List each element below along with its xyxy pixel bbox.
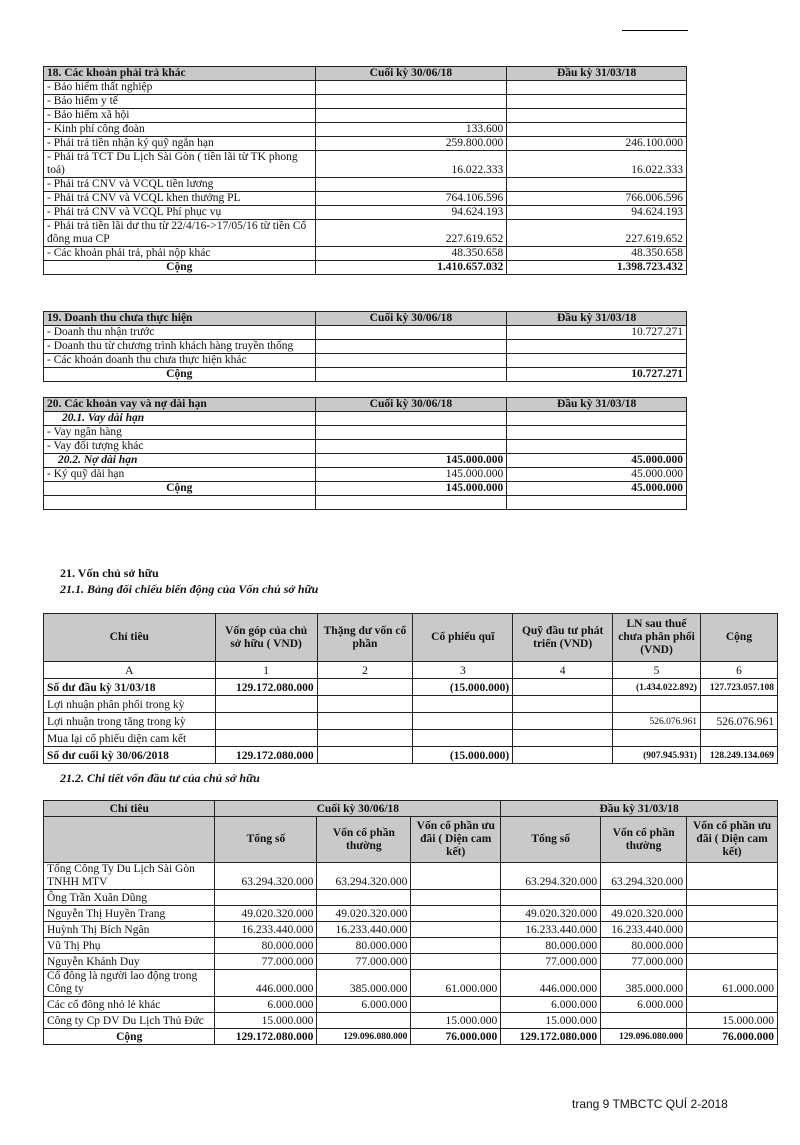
- row-label: Vũ Thị Phụ: [44, 938, 215, 954]
- table-row: [44, 730, 778, 747]
- col-header: LN sau thuế chưa phân phối (VND): [613, 614, 701, 662]
- cell-value: 77.000.000: [215, 954, 317, 970]
- row-label: - Phải trả TCT Du Lịch Sài Gòn ( tiền lãi từ TK phong toả): [44, 151, 316, 178]
- cell-value: [411, 938, 501, 954]
- total-label: Cộng: [44, 368, 316, 382]
- cell-value: (1.434.022.892): [613, 679, 701, 696]
- section-title-21: 21. Vốn chủ sở hữu: [60, 566, 159, 580]
- cell-value: 526.076.961: [613, 713, 701, 730]
- cell-value: [317, 747, 413, 764]
- row-label: - Bảo hiểm xã hội: [44, 109, 316, 123]
- cell-value: (15.000.000): [413, 747, 513, 764]
- cell-value: 48.350.658: [507, 247, 687, 261]
- cell-value: 128.249.134.069: [700, 747, 777, 764]
- cell-value: [507, 178, 687, 192]
- row-label: 20.2. Nợ dài hạn: [44, 454, 316, 468]
- col-index: A: [44, 662, 216, 679]
- col-header: Tổng số: [501, 817, 601, 863]
- row-label: Số dư đầu kỳ 31/03/18: [44, 679, 216, 696]
- cell-value: [315, 354, 507, 368]
- cell-value: 227.619.652: [507, 220, 687, 247]
- cell-value: [315, 340, 507, 354]
- cell-value: [315, 95, 507, 109]
- cell-value: [687, 997, 778, 1013]
- col-header: Vốn cổ phần thường: [601, 817, 687, 863]
- total-row: [44, 261, 687, 275]
- cell-value: [687, 863, 778, 890]
- table-row: [44, 151, 687, 178]
- cell-value: 77.000.000: [317, 954, 411, 970]
- cell-value: 49.020.320.000: [317, 906, 411, 922]
- col-header-end: Cuối kỳ 30/06/18: [315, 398, 507, 412]
- table-row: [44, 1013, 778, 1029]
- row-label: Công ty Cp DV Du Lịch Thủ Đức: [44, 1013, 215, 1029]
- table-row: [44, 679, 778, 696]
- cell-value: [413, 713, 513, 730]
- cell-value: [513, 679, 613, 696]
- cell-value: 127.723.057.108: [700, 679, 777, 696]
- table-row: [44, 970, 778, 997]
- cell-value: [700, 730, 777, 747]
- row-label: Số dư cuối kỳ 30/06/2018: [44, 747, 216, 764]
- table-title: 18. Các khoản phải trả khác: [44, 67, 316, 81]
- table-other-payables: [43, 66, 687, 275]
- table-row: [44, 747, 778, 764]
- row-label: - Phải trả CNV và VCQL tiền lương: [44, 178, 316, 192]
- cell-value: 16.233.440.000: [215, 922, 317, 938]
- row-label: - Phải trả CNV và VCQL Phí phục vụ: [44, 206, 316, 220]
- total-label: Cộng: [44, 1029, 215, 1045]
- row-label: - Doanh thu nhận trước: [44, 326, 316, 340]
- col-index: 4: [513, 662, 613, 679]
- row-label: - Phải trả tiền lãi dư thu từ 22/4/16->17/05/16 từ tiền Cổ đông mua CP: [44, 220, 316, 247]
- cell-value: [317, 696, 413, 713]
- cell-value: [507, 95, 687, 109]
- cell-value: [501, 890, 601, 906]
- total-value: [315, 368, 507, 382]
- table-row: [44, 922, 778, 938]
- cell-value: [411, 890, 501, 906]
- row-label: - Phải trả tiền nhận ký quỹ ngắn hạn: [44, 137, 316, 151]
- table-row: [44, 326, 687, 340]
- total-value: 1.410.657.032: [315, 261, 507, 275]
- page-footer: trang 9 TMBCTC QUÍ 2-2018: [572, 1097, 728, 1111]
- cell-value: 129.172.080.000: [215, 747, 317, 764]
- cell-value: 446.000.000: [501, 970, 601, 997]
- row-label: - Bảo hiểm thất nghiệp: [44, 81, 316, 95]
- cell-value: [411, 863, 501, 890]
- table-row: [44, 81, 687, 95]
- cell-value: 246.100.000: [507, 137, 687, 151]
- row-label: - Các khoản doanh thu chưa thực hiện khác: [44, 354, 316, 368]
- cell-value: 15.000.000: [215, 1013, 317, 1029]
- cell-value: 61.000.000: [687, 970, 778, 997]
- cell-value: [601, 890, 687, 906]
- col-header-start: Đầu kỳ 31/03/18: [501, 801, 778, 817]
- cell-value: [315, 81, 507, 95]
- cell-value: [513, 747, 613, 764]
- cell-value: [315, 109, 507, 123]
- cell-value: [613, 730, 701, 747]
- table-row: [44, 954, 778, 970]
- table-row: [44, 696, 778, 713]
- row-label: - Doanh thu từ chương trình khách hàng truyền thống: [44, 340, 316, 354]
- row-label: - Kinh phí công đoàn: [44, 123, 316, 137]
- table-row: [44, 354, 687, 368]
- row-label: - Ký quỹ dài hạn: [44, 468, 316, 482]
- cell-value: 6.000.000: [317, 997, 411, 1013]
- cell-value: 16.022.333: [507, 151, 687, 178]
- cell-value: [413, 730, 513, 747]
- table-row: [44, 123, 687, 137]
- cell-value: 80.000.000: [317, 938, 411, 954]
- cell-value: [215, 696, 317, 713]
- col-index: 2: [317, 662, 413, 679]
- total-value: 129.172.080.000: [215, 1029, 317, 1045]
- row-label: Huỳnh Thị Bích Ngân: [44, 922, 215, 938]
- cell-value: 385.000.000: [601, 970, 687, 997]
- table-row: [44, 192, 687, 206]
- table-row: [44, 340, 687, 354]
- total-value: 145.000.000: [315, 482, 507, 496]
- cell-value: 80.000.000: [501, 938, 601, 954]
- table-row: [44, 206, 687, 220]
- cell-value: 63.294.320.000: [317, 863, 411, 890]
- row-label: Lợi nhuận phân phối trong kỳ: [44, 696, 216, 713]
- col-header: Vốn góp của chủ sở hữu ( VND): [215, 614, 317, 662]
- row-label: - Vay đối tượng khác: [44, 440, 316, 454]
- col-header: Quỹ đầu tư phát triển (VND): [513, 614, 613, 662]
- cell-value: 63.294.320.000: [501, 863, 601, 890]
- table-row: [44, 137, 687, 151]
- cell-value: 16.233.440.000: [317, 922, 411, 938]
- total-value: 129.096.080.000: [317, 1029, 411, 1045]
- cell-value: 15.000.000: [411, 1013, 501, 1029]
- table-unearned-revenue: [43, 311, 687, 382]
- cell-value: 80.000.000: [215, 938, 317, 954]
- col-header-start: Đầu kỳ 31/03/18: [507, 312, 687, 326]
- row-label: Ông Trần Xuân Dũng: [44, 890, 215, 906]
- cell-value: 94.624.193: [507, 206, 687, 220]
- cell-value: 145.000.000: [315, 454, 507, 468]
- row-label: - Các khoản phải trả, phải nộp khác: [44, 247, 316, 261]
- col-header-start: Đầu kỳ 31/03/18: [507, 398, 687, 412]
- table-row: [44, 95, 687, 109]
- cell-value: [687, 922, 778, 938]
- cell-value: 80.000.000: [601, 938, 687, 954]
- row-label: - Phải trả CNV và VCQL khen thưởng PL: [44, 192, 316, 206]
- table-row: [44, 109, 687, 123]
- table-title: 19. Doanh thu chưa thực hiện: [44, 312, 316, 326]
- row-label: 20.1. Vay dài hạn: [44, 412, 316, 426]
- row-label: - Vay ngân hàng: [44, 426, 316, 440]
- row-label: Nguyễn Thị Huyền Trang: [44, 906, 215, 922]
- cell-value: [700, 696, 777, 713]
- section-subtitle-21-1: 21.1. Bảng đối chiếu biến động của Vốn chủ sở hữu: [60, 582, 319, 596]
- table-owner-capital-details: [43, 800, 778, 1045]
- table-row: [44, 247, 687, 261]
- cell-value: 63.294.320.000: [601, 863, 687, 890]
- cell-value: 385.000.000: [317, 970, 411, 997]
- total-value: 76.000.000: [411, 1029, 501, 1045]
- table-row: [44, 906, 778, 922]
- col-header-start: Đầu kỳ 31/03/18: [507, 67, 687, 81]
- cell-value: [215, 890, 317, 906]
- cell-value: [687, 938, 778, 954]
- total-value: 129.172.080.000: [501, 1029, 601, 1045]
- total-value: 45.000.000: [507, 482, 687, 496]
- total-value: 76.000.000: [687, 1029, 778, 1045]
- cell-value: [315, 178, 507, 192]
- total-value: 10.727.271: [507, 368, 687, 382]
- col-index: 6: [700, 662, 777, 679]
- cell-value: [513, 696, 613, 713]
- cell-value: 526.076.961: [700, 713, 777, 730]
- cell-value: [317, 1013, 411, 1029]
- cell-value: [507, 81, 687, 95]
- cell-value: 6.000.000: [215, 997, 317, 1013]
- table-long-term-loans: [43, 397, 687, 510]
- col-index: 1: [215, 662, 317, 679]
- row-label: Lợi nhuận trong tăng trong kỳ: [44, 713, 216, 730]
- cell-value: [317, 890, 411, 906]
- col-header: Vốn cổ phần ưu đãi ( Diện cam kết): [687, 817, 778, 863]
- cell-value: 49.020.320.000: [215, 906, 317, 922]
- cell-value: [601, 1013, 687, 1029]
- cell-value: 129.172.080.000: [215, 679, 317, 696]
- cell-value: [215, 713, 317, 730]
- table-row: [44, 863, 778, 890]
- cell-value: [411, 906, 501, 922]
- cell-value: 63.294.320.000: [215, 863, 317, 890]
- table-row: [44, 713, 778, 730]
- cell-value: 48.350.658: [315, 247, 507, 261]
- table-row: [44, 178, 687, 192]
- col-header-end: Cuối kỳ 30/06/18: [315, 312, 507, 326]
- cell-value: [411, 954, 501, 970]
- cell-value: [317, 730, 413, 747]
- cell-value: [411, 997, 501, 1013]
- cell-value: [687, 890, 778, 906]
- cell-value: [613, 696, 701, 713]
- table-row: [44, 997, 778, 1013]
- cell-value: [315, 326, 507, 340]
- cell-value: [413, 696, 513, 713]
- cell-value: 45.000.000: [507, 468, 687, 482]
- cell-value: [215, 730, 317, 747]
- cell-value: 15.000.000: [501, 1013, 601, 1029]
- col-header: Tổng số: [215, 817, 317, 863]
- cell-value: 764.106.596: [315, 192, 507, 206]
- top-rule: [622, 30, 688, 31]
- table-equity-changes: [43, 613, 778, 764]
- total-value: 1.398.723.432: [507, 261, 687, 275]
- cell-value: [317, 679, 413, 696]
- cell-value: 77.000.000: [601, 954, 687, 970]
- cell-value: 145.000.000: [315, 468, 507, 482]
- section-subtitle-21-2: 21.2. Chi tiết vốn đầu tư của chủ sở hữu: [60, 771, 260, 785]
- col-header-end: Cuối kỳ 30/06/18: [315, 67, 507, 81]
- table-row: [44, 938, 778, 954]
- cell-value: 259.800.000: [315, 137, 507, 151]
- col-header-label: Chỉ tiêu: [44, 801, 215, 817]
- cell-value: [513, 730, 613, 747]
- cell-value: 6.000.000: [501, 997, 601, 1013]
- total-value: 129.096.080.000: [601, 1029, 687, 1045]
- cell-value: 77.000.000: [501, 954, 601, 970]
- row-label: Tổng Công Ty Du Lịch Sài Gòn TNHH MTV: [44, 863, 215, 890]
- total-label: Cộng: [44, 482, 316, 496]
- cell-value: 227.619.652: [315, 220, 507, 247]
- cell-value: 10.727.271: [507, 326, 687, 340]
- col-header-end: Cuối kỳ 30/06/18: [215, 801, 501, 817]
- row-label: Mua lại cổ phiếu diện cam kết: [44, 730, 216, 747]
- cell-value: 16.233.440.000: [601, 922, 687, 938]
- total-row: [44, 1029, 778, 1045]
- cell-value: 16.022.333: [315, 151, 507, 178]
- cell-value: [687, 906, 778, 922]
- cell-value: [507, 123, 687, 137]
- cell-value: [507, 354, 687, 368]
- col-index: 3: [413, 662, 513, 679]
- col-header: Chỉ tiêu: [44, 614, 216, 662]
- cell-value: (907.945.931): [613, 747, 701, 764]
- cell-value: [507, 109, 687, 123]
- table-row: [44, 220, 687, 247]
- table-row: [44, 890, 778, 906]
- col-index: 5: [613, 662, 701, 679]
- cell-value: 15.000.000: [687, 1013, 778, 1029]
- total-label: Cộng: [44, 261, 316, 275]
- cell-value: 6.000.000: [601, 997, 687, 1013]
- cell-value: [513, 713, 613, 730]
- table-title: 20. Các khoản vay và nợ dài hạn: [44, 398, 316, 412]
- cell-value: 49.020.320.000: [601, 906, 687, 922]
- col-header: Cộng: [700, 614, 777, 662]
- col-header: Cổ phiếu quĩ: [413, 614, 513, 662]
- total-row: [44, 368, 687, 382]
- cell-value: 61.000.000: [411, 970, 501, 997]
- cell-value: 766.006.596: [507, 192, 687, 206]
- cell-value: 49.020.320.000: [501, 906, 601, 922]
- row-label: Nguyễn Khánh Duy: [44, 954, 215, 970]
- cell-value: [687, 954, 778, 970]
- col-header-blank: [44, 817, 215, 863]
- cell-value: (15.000.000): [413, 679, 513, 696]
- row-label: Cổ đông là người lao động trong Công ty: [44, 970, 215, 997]
- col-header: Vốn cổ phần thường: [317, 817, 411, 863]
- cell-value: [411, 922, 501, 938]
- cell-value: 446.000.000: [215, 970, 317, 997]
- cell-value: [317, 713, 413, 730]
- cell-value: 133.600: [315, 123, 507, 137]
- cell-value: 94.624.193: [315, 206, 507, 220]
- col-header: Vốn cổ phần ưu đãi ( Diện cam kết): [411, 817, 501, 863]
- cell-value: [507, 340, 687, 354]
- cell-value: 45.000.000: [507, 454, 687, 468]
- cell-value: 16.233.440.000: [501, 922, 601, 938]
- col-header: Thặng dư vốn cổ phần: [317, 614, 413, 662]
- row-label: Các cổ đông nhỏ lẻ khác: [44, 997, 215, 1013]
- row-label: - Bảo hiểm y tế: [44, 95, 316, 109]
